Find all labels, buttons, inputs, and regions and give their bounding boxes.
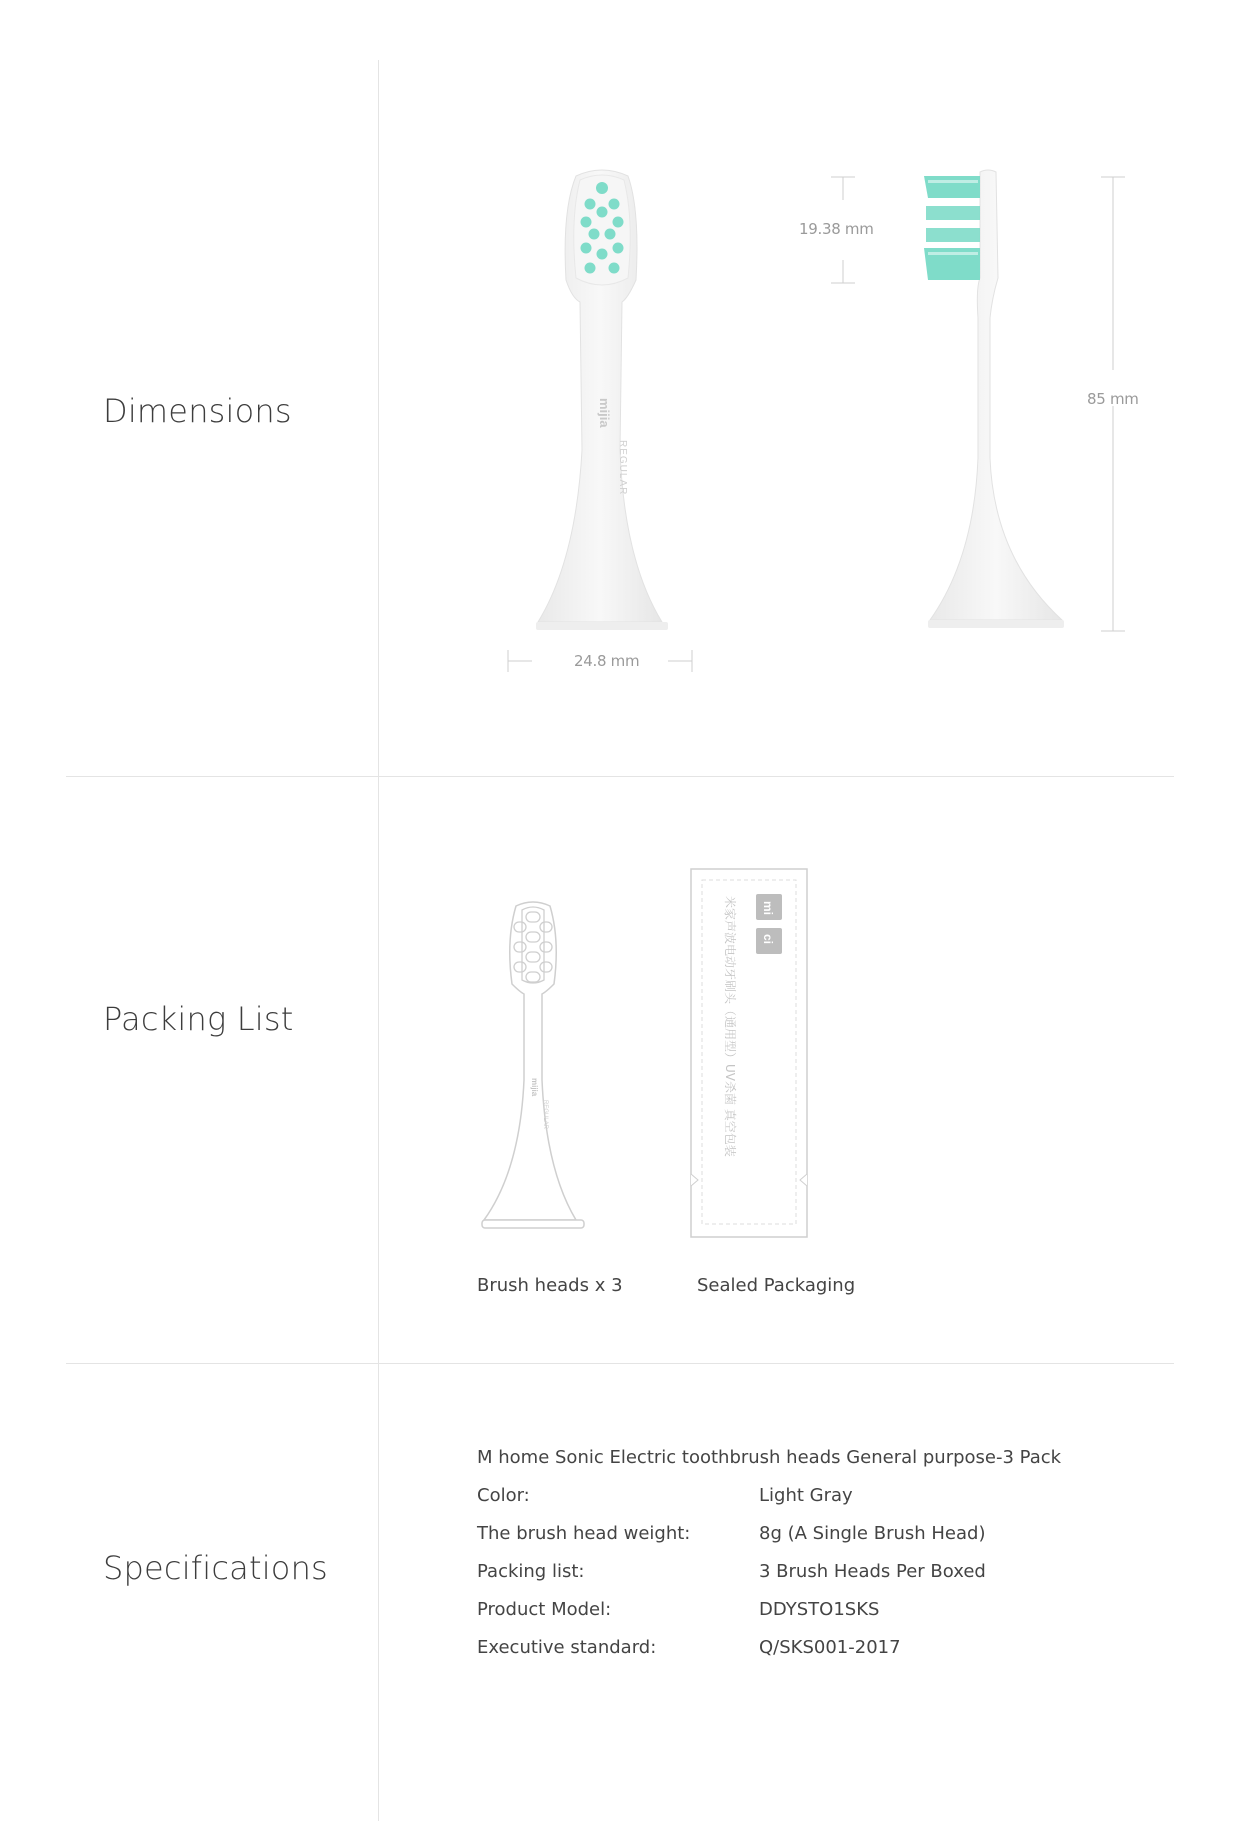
svg-text:mi: mi: [761, 901, 775, 916]
spec-key-weight: The brush head weight:: [477, 1523, 691, 1544]
package-text: 米家声波电动牙刷头（通用型）UV杀菌 真空包装: [723, 896, 737, 1157]
packing-list-title: Packing List: [103, 1000, 294, 1038]
packing-item-brush-heads: Brush heads x 3: [477, 1275, 623, 1296]
product-name: M home Sonic Electric toothbrush heads General purpose-3 Pack: [477, 1447, 1062, 1468]
spec-value-packing: 3 Brush Heads Per Boxed: [759, 1561, 986, 1582]
section-divider-2: [66, 1363, 1174, 1364]
specifications-title: Specifications: [103, 1549, 328, 1587]
vertical-divider: [378, 60, 379, 1821]
section-divider-1: [66, 776, 1174, 777]
sealed-package-illustration: [690, 868, 810, 1240]
packing-item-sealed-packaging: Sealed Packaging: [697, 1275, 856, 1296]
spec-value-weight: 8g (A Single Brush Head): [759, 1523, 986, 1544]
dimensions-title: Dimensions: [103, 392, 292, 430]
spec-value-model: DDYSTO1SKS: [759, 1599, 880, 1620]
spec-key-color: Color:: [477, 1485, 530, 1506]
width-label: 24.8 mm: [574, 652, 640, 670]
spec-value-standard: Q/SKS001-2017: [759, 1637, 901, 1658]
brush-front-view: [530, 170, 670, 640]
head-height-label: 19.38 mm: [799, 220, 874, 238]
brush-side-view: [918, 168, 1068, 638]
spec-key-model: Product Model:: [477, 1599, 612, 1620]
spec-value-color: Light Gray: [759, 1485, 853, 1506]
total-height-label: 85 mm: [1087, 390, 1139, 408]
outline-brand-text: mijia: [530, 1078, 539, 1097]
svg-text:ci: ci: [761, 934, 775, 945]
brush-brand-text: mijia: [597, 398, 612, 428]
spec-key-packing: Packing list:: [477, 1561, 585, 1582]
outline-type-text: REGULAR: [542, 1100, 548, 1130]
brush-type-text: REGULAR: [617, 440, 628, 496]
spec-key-standard: Executive standard:: [477, 1637, 657, 1658]
brush-outline-illustration: [480, 900, 586, 1236]
